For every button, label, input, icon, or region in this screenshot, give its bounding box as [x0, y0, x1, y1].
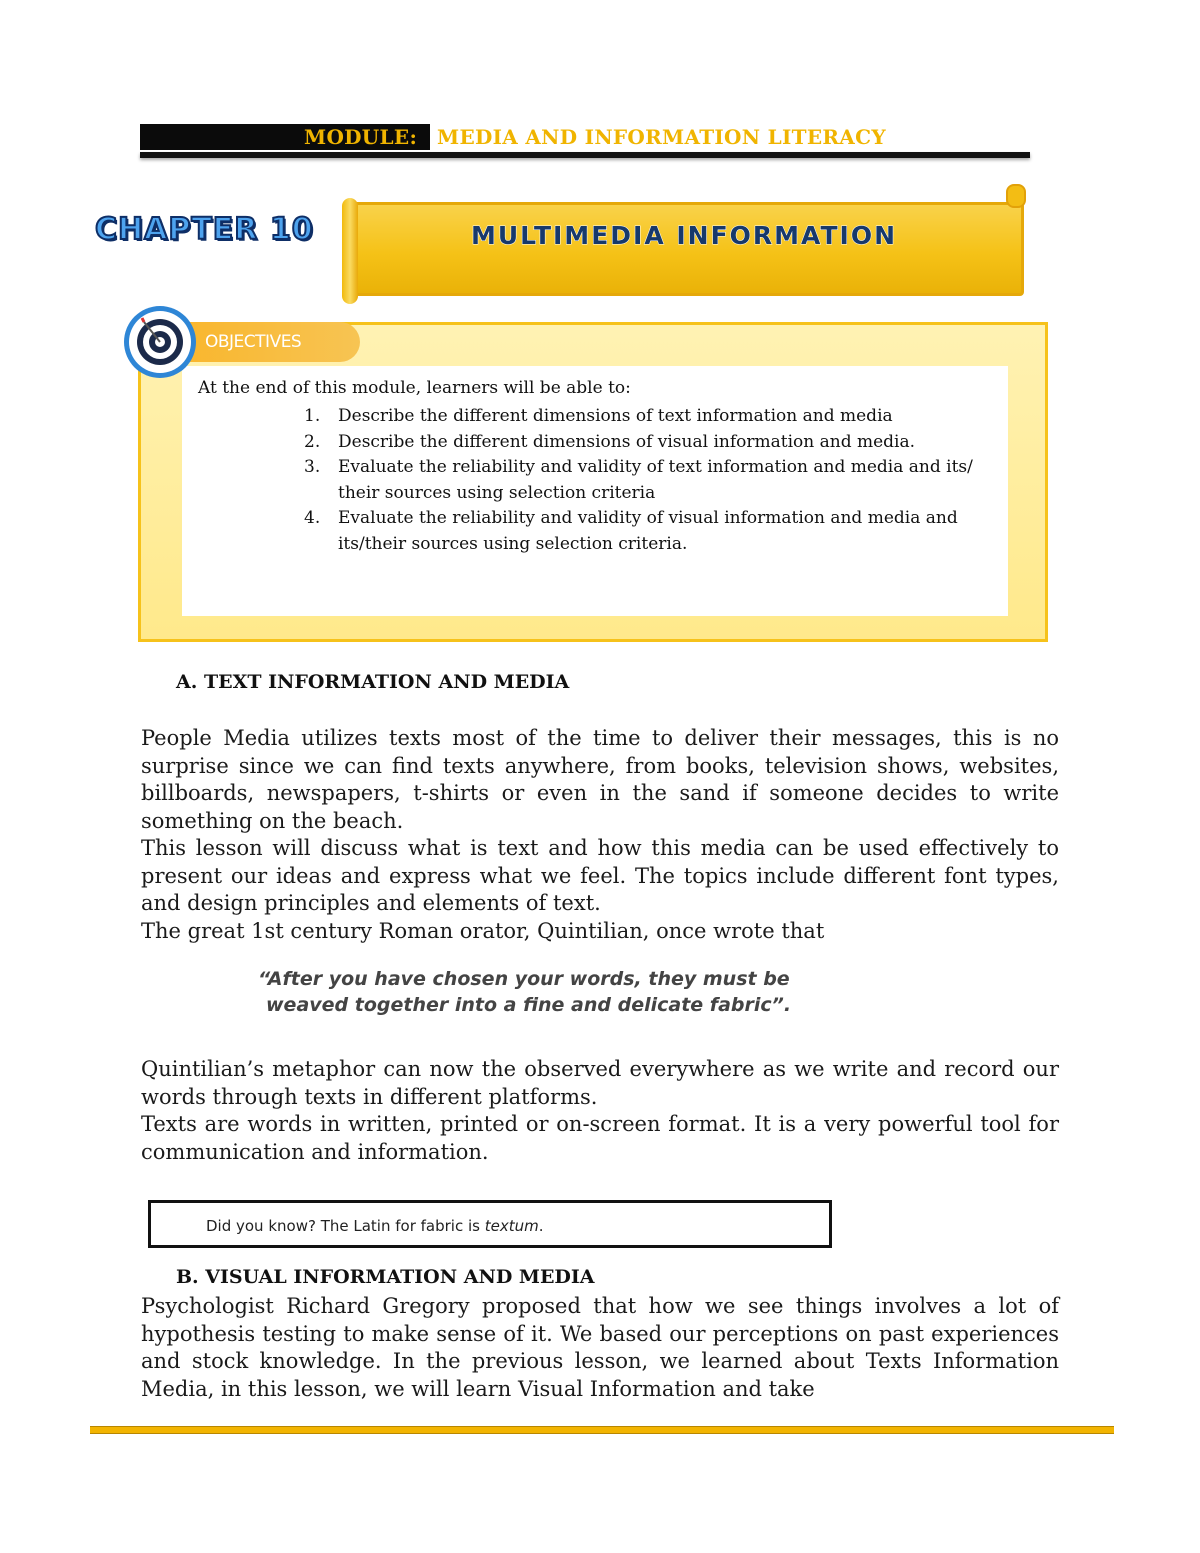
objective-number: 2.	[304, 431, 321, 452]
chapter-label: CHAPTER 10	[95, 212, 314, 247]
section-b-heading: B. VISUAL INFORMATION AND MEDIA	[176, 1266, 595, 1288]
module-header-bar	[140, 122, 1030, 152]
objective-item	[300, 455, 1000, 506]
section-a-paragraph-3: The great 1st century Roman orator, Quintilian, once wrote that	[141, 918, 825, 943]
objective-number: 1.	[304, 406, 321, 426]
objectives-list	[300, 404, 1000, 557]
section-b-paragraph-1: Psychologist Richard Gregory proposed that how we see things involves a lot of hypothesis testing to make sense of it. We based our perceptions on past experiences and stock knowledge. In the previous lesson, we learned about Texts Information Media, in this lesson, we will learn Visual Information and take	[141, 1294, 1059, 1401]
did-you-know-word: textum	[484, 1217, 539, 1235]
quintilian-quote	[258, 966, 818, 1018]
objectives-tab-label: OBJECTIVES	[205, 332, 302, 352]
target-icon	[122, 304, 198, 380]
section-a-body	[141, 725, 1059, 945]
objectives-intro: At the end of this module, learners will be able to:	[198, 378, 631, 398]
quote-line-1: “After you have chosen your words, they must be	[258, 968, 790, 990]
section-a-paragraph-4: Quintilian’s metaphor can now the observed everywhere as we write and record our words through texts in different platforms.	[141, 1057, 1059, 1109]
section-a-body-continued	[141, 1056, 1059, 1166]
did-you-know-text	[206, 1217, 544, 1235]
banner-scroll-roll-left	[342, 198, 358, 304]
chapter-title-banner	[342, 184, 1026, 304]
section-b-body	[141, 1293, 1059, 1403]
section-a-paragraph-5: Texts are words in written, printed or on-screen format. It is a very powerful tool for communication and information.	[141, 1112, 1059, 1164]
objective-number: 3.	[304, 457, 321, 477]
module-header-underline	[140, 152, 1030, 158]
module-label: MODULE:	[304, 125, 418, 149]
objective-text: Evaluate the reliability and validity of visual information and media and its/their sources using selection criteria.	[338, 508, 958, 554]
objective-item	[300, 506, 1000, 557]
did-you-know-box	[148, 1200, 832, 1248]
objective-text: Evaluate the reliability and validity of text information and media and its/ their sources using selection criteria	[338, 457, 973, 503]
objective-number: 4.	[304, 508, 321, 528]
section-a-heading: A. TEXT INFORMATION AND MEDIA	[176, 671, 570, 693]
banner-scroll-roll-right	[1006, 184, 1026, 208]
quote-line-2: weaved together into a fine and delicate fabric”.	[266, 994, 792, 1016]
objective-item	[300, 430, 1000, 456]
did-you-know-suffix: .	[538, 1217, 544, 1235]
section-a-paragraph-1: People Media utilizes texts most of the time to deliver their messages, this is no surprise since we can find texts anywhere, from books, television shows, websites, billboards, newspapers, t-shirts or even in the sand if someone decides to write something on the beach.	[141, 726, 1059, 833]
did-you-know-prefix: Did you know? The Latin for fabric is	[206, 1217, 485, 1235]
module-title: MEDIA AND INFORMATION LITERACY	[437, 125, 886, 149]
footer-rule	[90, 1426, 1114, 1434]
objective-text: Describe the different dimensions of text information and media	[338, 406, 893, 426]
chapter-title: MULTIMEDIA INFORMATION	[470, 221, 897, 250]
section-a-paragraph-2: This lesson will discuss what is text and how this media can be used effectively to present our ideas and express what we feel. The topics include different font types, and design principles and elements of text.	[141, 836, 1059, 915]
objective-item	[300, 404, 1000, 430]
objective-text: Describe the different dimensions of visual information and media.	[338, 431, 916, 452]
